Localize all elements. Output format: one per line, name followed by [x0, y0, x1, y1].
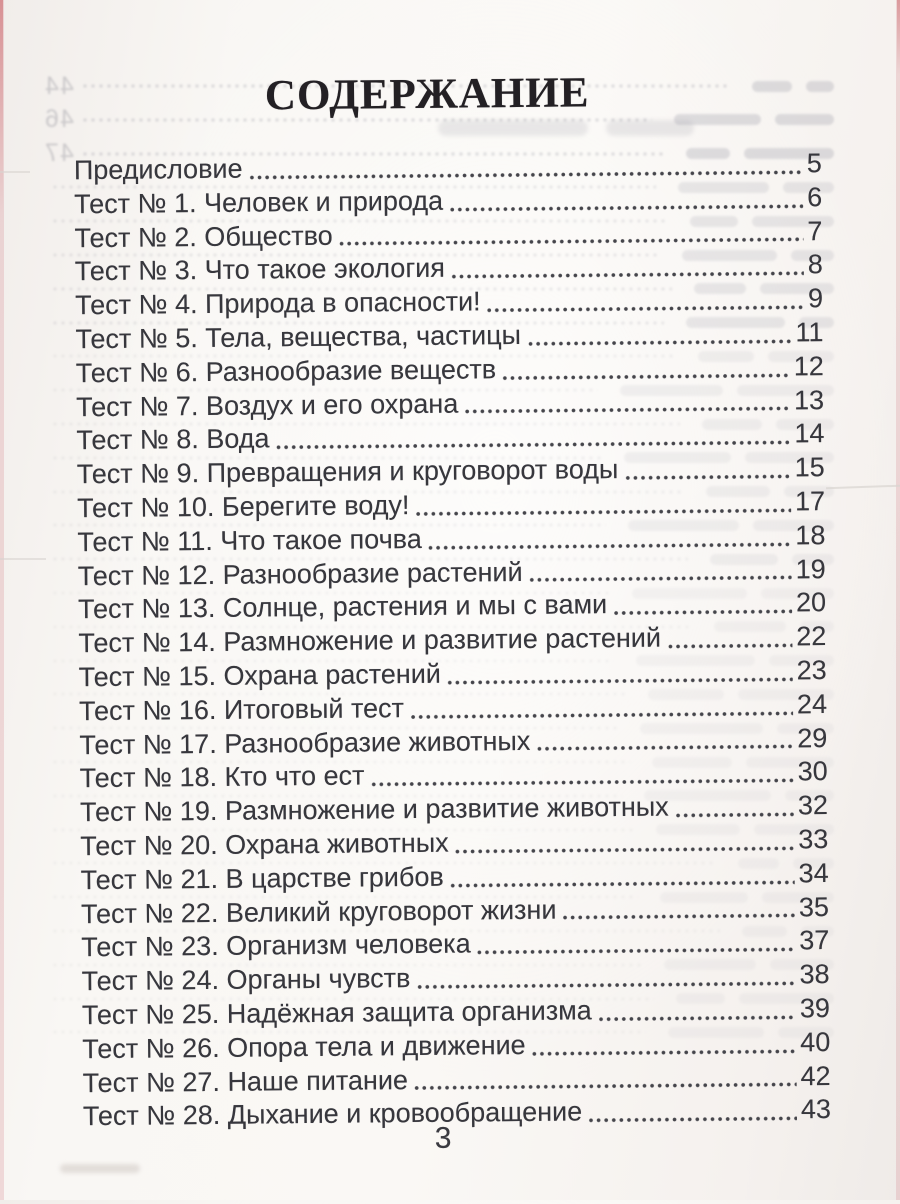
left-edge-red-accent [0, 0, 3, 215]
toc-dot-leader [249, 169, 803, 180]
toc-entry-page: 15 [794, 452, 825, 483]
scan-smudge [60, 1164, 140, 1173]
toc-entry-page: 13 [793, 384, 825, 415]
toc-entry-label: Тест № 17. Разнообразие животных [79, 725, 531, 760]
toc-entry-label: Тест № 26. Опора тела и движение [82, 1029, 526, 1064]
toc-entry-label: Тест № 6. Разнообразие веществ [75, 353, 497, 389]
toc-entry-label: Тест № 20. Охрана животных [80, 827, 449, 862]
toc-dot-leader [532, 1048, 797, 1057]
toc-entry-page: 33 [798, 823, 829, 855]
toc-entry-label: Тест № 16. Итоговый тест [78, 692, 405, 726]
toc-entry-label: Тест № 18. Кто что ест [79, 760, 365, 794]
toc-entry-page: 11 [795, 317, 824, 348]
toc-entry-page: 35 [798, 891, 830, 922]
toc-dot-leader [529, 575, 792, 584]
page-title: СОДЕРЖАНИЕ [264, 69, 590, 120]
toc-entry-label: Тест № 8. Вода [76, 423, 270, 456]
toc-entry-page: 9 [807, 283, 824, 314]
toc-entry-label: Тест № 3. Что такое экология [74, 253, 446, 287]
toc-dot-leader [527, 338, 791, 347]
toc-entry-label: Тест № 2. Общество [74, 220, 333, 253]
toc-entry-label: Тест № 11. Что такое почва [77, 523, 422, 557]
toc-dot-leader [428, 541, 792, 550]
bleed-page-number: 44 [44, 71, 74, 100]
toc-entry-page: 43 [800, 1094, 832, 1125]
toc-entry-label: Тест № 12. Разнообразие растений [77, 556, 523, 591]
toc-dot-leader [455, 845, 795, 854]
toc-entry-label: Предисловие [73, 153, 243, 186]
scan-crease [0, 558, 46, 560]
toc-entry-label: Тест № 24. Органы чувств [81, 963, 411, 997]
toc-entry-page: 32 [797, 790, 829, 821]
bleed-page-number: 47 [44, 139, 74, 168]
right-edge-tint [896, 0, 900, 1200]
toc-entry-label: Тест № 7. Воздух и его охрана [75, 388, 459, 422]
toc-entry-label: Тест № 13. Солнце, растения и мы с вами [77, 589, 608, 625]
toc-entry-label: Тест № 23. Организм человека [81, 928, 471, 963]
toc-dot-leader [624, 473, 790, 481]
toc-entry-page: 39 [799, 992, 831, 1024]
toc-entry-page: 22 [796, 621, 827, 652]
toc-dot-leader [667, 642, 792, 649]
toc-entry-label: Тест № 10. Берегите воду! [76, 490, 410, 524]
toc-dot-leader [613, 609, 792, 617]
toc-entry-page: 6 [806, 181, 823, 213]
toc-entry-page: 17 [794, 486, 826, 517]
page-number: 3 [434, 1121, 452, 1155]
toc-dot-leader [464, 406, 790, 415]
toc-entry-label: Тест № 19. Размножение и развитие животных [79, 791, 669, 828]
toc-dot-leader [451, 270, 804, 279]
toc-list [74, 147, 831, 1134]
toc-entry-label: Тест № 22. Великий круговорот жизни [80, 894, 557, 929]
toc-entry-page: 37 [799, 925, 830, 956]
toc-entry-page: 20 [795, 587, 827, 618]
toc-entry-label: Тест № 28. Дыхание и кровообращение [82, 1096, 583, 1132]
toc-dot-leader [675, 811, 794, 818]
toc-entry-page: 5 [806, 148, 822, 179]
toc-entry-label: Тест № 1. Человек и природа [74, 185, 444, 220]
toc-entry-page: 38 [799, 959, 830, 990]
toc-dot-leader [477, 946, 796, 955]
toc-entry-page: 34 [798, 857, 829, 889]
toc-dot-leader [450, 879, 795, 888]
toc-entry-page: 19 [795, 553, 826, 584]
toc-dot-leader [449, 203, 803, 212]
toc-entry-page: 14 [794, 418, 825, 449]
toc-dot-leader [447, 676, 793, 685]
toc-dot-leader [339, 237, 804, 247]
toc-entry-page: 23 [796, 654, 827, 686]
toc-dot-leader [370, 778, 793, 788]
toc-dot-leader [414, 1082, 797, 1092]
toc-dot-leader [276, 440, 791, 451]
toc-entry-label: Тест № 15. Охрана растений [78, 658, 442, 693]
toc-dot-leader [563, 913, 796, 921]
toc-entry-label: Тест № 5. Тела, вещества, частицы [75, 319, 522, 355]
toc-entry-label: Тест № 21. В царстве грибов [80, 861, 444, 895]
toc-dot-leader [416, 507, 792, 517]
toc-entry-label: Тест № 9. Превращения и круговорот воды [76, 454, 619, 490]
toc-entry-page: 7 [807, 215, 823, 246]
scan-crease [0, 171, 30, 173]
toc-entry-page: 30 [797, 756, 828, 787]
toc-entry-label: Тест № 25. Надёжная защита организма [81, 995, 592, 1031]
toc-entry-page: 40 [800, 1026, 831, 1058]
toc-entry-label: Тест № 14. Размножение и развитие растений [78, 622, 662, 659]
bleed-page-number: 46 [44, 105, 74, 134]
toc-dot-leader [416, 980, 795, 990]
toc-entry-page: 8 [807, 249, 823, 280]
toc-entry-page: 12 [793, 350, 824, 382]
toc-dot-leader [598, 1014, 796, 1022]
toc-entry-page: 29 [797, 722, 828, 753]
toc-dot-leader [502, 372, 790, 381]
toc-dot-leader [536, 744, 793, 752]
toc-entry-label: Тест № 27. Наше питание [82, 1064, 409, 1098]
toc-entry-page: 18 [795, 519, 826, 551]
toc-entry-label: Тест № 4. Природа в опасности! [75, 286, 481, 321]
toc-dot-leader [487, 304, 805, 313]
toc-dot-leader [410, 710, 793, 720]
toc-entry-page: 24 [796, 688, 828, 720]
toc-entry-page: 42 [800, 1060, 831, 1091]
